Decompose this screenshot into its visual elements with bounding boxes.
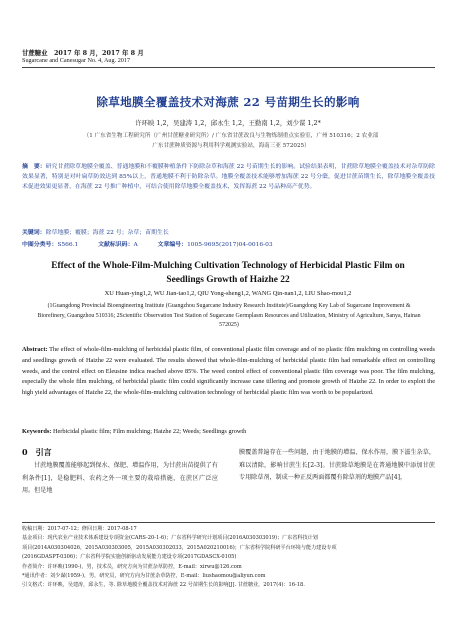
doc-code-label: 文献标识码：: [98, 241, 134, 248]
section-heading-intro: 0 引言: [22, 447, 52, 457]
keywords-en-text: Herbicidal plastic film; Film mulching; Haizhe 22; Weeds; Seedlings growth: [52, 428, 247, 435]
footnote-line: 基金项目：现代农业产业技术体系建设专项资金(CARS-20-1-6)；广东省科学研究计划项目(2016A030303019)；广东省科技计划: [22, 535, 318, 542]
footnote-line: *通讯作者：刘少谋(1959-)，男，研究员，研究方向为甘蔗杂草防控，E-mail：liushaomou@aliyun.com: [22, 573, 266, 580]
abstract-en-text: The effect of whole-film-mulching of herbicidal plastic film, of conventional plastic film coverage and of no plastic film mulching on controlling weeds and seedlings growth of Haizhe 22 were evaluated. The results showed that whole-film-mulching of herbicidal plastic film had remarkable effect on controlling weeds, and the control effect on Eleusine indica reached above 85%. The weed control effect of conventional plastic film coverage was poor. The film mulching, especially the whole film mulching, of herbicidal plastic film could significantly increase cane tillering and promote growth of Haizhe 22. In order to exploit the high yield advantages of Haizhe 22, the whole-film-mulching cultivation technology of herbicidal plastic film was worth to be popularized.: [22, 346, 435, 397]
footnotes: [22, 525, 435, 591]
authors-cn: 许环映 1,2，吴建涛 1,2，邱永生 1,2，王勤南 1,2，刘少谋 1,2*: [135, 119, 321, 127]
intro-column-left: 甘蔗地膜覆盖能够起到保水、保肥、增温作用，为甘蔗出苗提供了有利条件[1]，是稳肥料、农药之外一项主要的栽培措施，在蔗区广泛应用。但是地: [22, 462, 218, 495]
header-rule: [22, 67, 435, 68]
keywords-en-label: Keywords:: [22, 428, 52, 435]
affiliations-cn: [36, 131, 426, 151]
article-no-label: 文章编号：: [157, 241, 188, 248]
authors-en: XU Huan-ying1,2, WU Jian-tao1,2, QIU Yong-sheng1,2, WANG Qin-nan1,2, LIU Shao-mou1,2: [104, 290, 352, 297]
intro-column-right: 膜覆盖普遍存在一些问题，由于地膜的增温、保水作用，膜下滋生杂草，难以清除，影响甘蔗生长[2-3]。甘蔗除草地膜是在普通地膜中添加甘蔗专用除草剂，制成一种正反两面都覆有除草剂的地膜产品[4]，: [239, 449, 435, 482]
footnote-rule: [22, 522, 435, 523]
affiliations-en: (1Guangdong Provincial Bioengineering Institute (Guangzhou Sugarcane Industry Research Institute)/Guangdong Key Lab of Sugarcane Improvement & Biorefinery, Guangzhou 510316; 2Scientific Observation Test Station of Sugarcane Germplasm Resources and Utilization, Ministry of Agriculture, Sanya, Hainan 572025): [37, 303, 421, 329]
clc-value: S566.1: [57, 242, 79, 248]
affiliation-cn-line: 广东甘蔗种质资源与利用科学观测实验站，海南三亚 572025）: [152, 143, 310, 149]
classification-line: [22, 239, 435, 248]
footnote-line: 引文格式：许环映，吴建涛，邱永生，等. 除草地膜全覆盖技术对海蔗 22 号苗期生长的影响[J]. 甘蔗糖业，2017(4)：16-18.: [22, 582, 305, 589]
abstract-en-label: Abstract:: [22, 346, 48, 353]
keywords-cn: [22, 227, 169, 236]
footnote-line: (2016GDASPT-0306)；广东省科学院实施创新驱动发展能力建设专项(2017GDASCX-0105): [22, 554, 237, 561]
keywords-en: [22, 428, 246, 435]
clc-label: 中图分类号：: [22, 241, 58, 248]
abstract-cn-label: 摘 要：: [22, 163, 46, 170]
footnote-line: 收稿日期：2017-07-12；修回日期：2017-08-17: [22, 526, 137, 532]
affiliation-cn-line: （1 广东省生物工程研究所（广州甘蔗糖业研究所）/ 广东省甘蔗改良与生物炼制重点实验室，广州 510316；2 农业部: [83, 133, 379, 139]
abstract-en: [22, 345, 435, 399]
abstract-cn-text: 研究甘蔗除草地膜全覆盖、普通地膜和不覆膜种植条件下防除杂草和海蔗 22 号苗期生长的影响。试验结果表明，甘蔗除草地膜全覆盖技术对杂草防除效果显著，特别是对叶扁草防效达到 85%以上，普通地膜不利于防除杂草。地膜全覆盖技术能够增加海蔗 22 号分蘖，促进甘蔗苗期生长，除草地膜全覆盖技术促进效果更显著，在海蔗 22 号推广种植中，可结合使用除草地膜全覆盖技术，发挥海蔗 22 号品种高产优势。: [22, 164, 435, 191]
title-cn: 除草地膜全覆盖技术对海蔗 22 号苗期生长的影响: [96, 95, 360, 109]
journal-name-en: Sugarcane and Canesugar No. 4, Aug. 2017: [22, 57, 131, 64]
journal-name-cn: 甘蔗糖业 2017 年 8 月，2017 年 8 月: [22, 49, 144, 57]
article-no-value: 1005-9695(2017)04-0016-03: [187, 242, 273, 248]
keywords-cn-label: 关键词：: [22, 229, 46, 236]
footnote-line: 作者简介：许环映(1990-)，男，技术员，研究方向为甘蔗杂草防控，E-mail：xirwu@126.com: [22, 563, 242, 570]
abstract-cn: [22, 162, 435, 193]
doc-code-value: A: [133, 242, 138, 248]
footnote-line: 项目(2014A030304026，2015A030303005，2015A030302033，2015A020210016)；广东省科学院科研平台环境与能力建设专项: [22, 544, 337, 551]
title-en: Effect of the Whole-Film-Mulching Cultivation Technology of Herbicidal Plastic Film on Seedlings Growth of Haizhe 22: [51, 261, 405, 285]
keywords-cn-text: 除草地膜；覆膜；海蔗 22 号；杂草；苗期生长: [45, 230, 169, 236]
